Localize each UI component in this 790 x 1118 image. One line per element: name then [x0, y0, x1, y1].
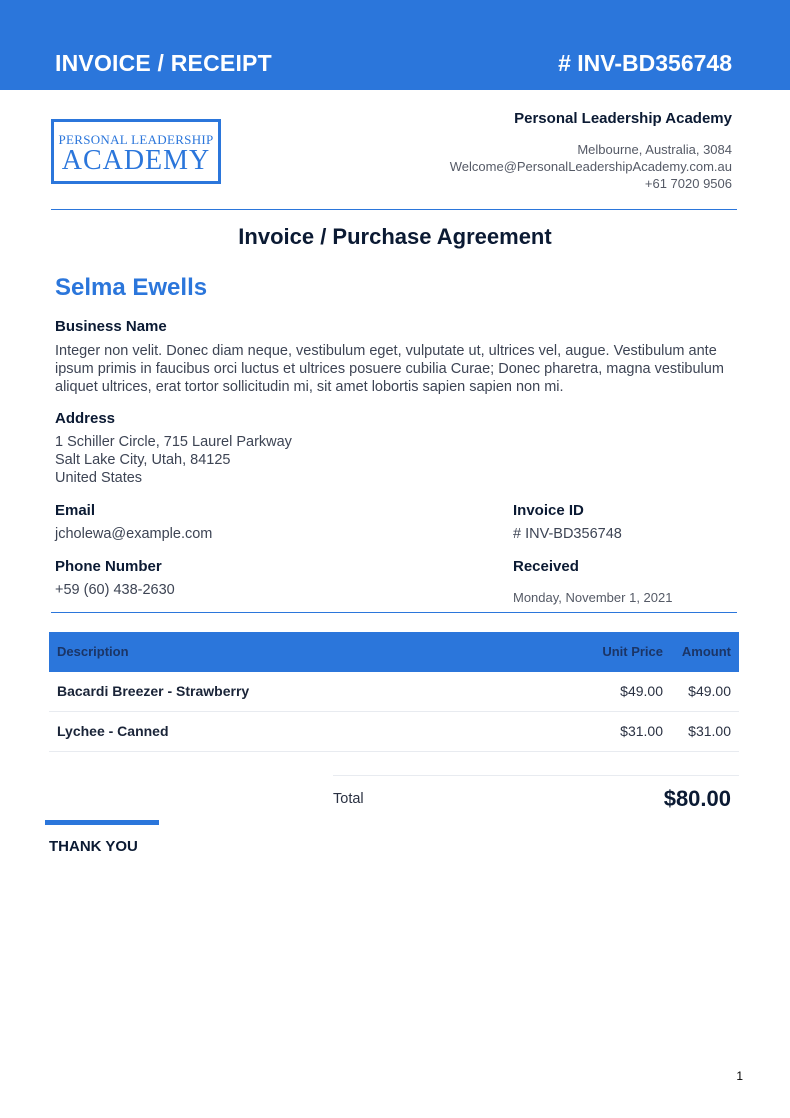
- table-row: [49, 712, 739, 752]
- received-label: Received: [513, 558, 579, 575]
- company-logo: [51, 119, 221, 184]
- header-invoice-number: # INV-BD356748: [558, 50, 732, 76]
- address-label: Address: [55, 410, 116, 427]
- company-name: Personal Leadership Academy: [514, 110, 732, 127]
- business-name-label: Business Name: [55, 318, 167, 335]
- total-divider: [333, 775, 739, 776]
- item-unit-price: $49.00: [620, 683, 663, 699]
- client-phone: +59 (60) 438-2630: [55, 582, 175, 598]
- business-description: [55, 342, 745, 396]
- details-divider: [51, 612, 737, 613]
- company-email: Welcome@PersonalLeadershipAcademy.com.au: [449, 159, 732, 174]
- column-header-description: Description: [57, 644, 129, 659]
- phone-label: Phone Number: [55, 558, 162, 575]
- page-number: 1: [736, 1069, 743, 1083]
- invoice-id-label: Invoice ID: [513, 502, 584, 519]
- table-header: [49, 632, 739, 672]
- document-type-title: INVOICE / RECEIPT: [55, 50, 272, 76]
- business-description-line: ipsum primis in faucibus orci luctus et ultrices posuere cubilia Curae; Donec pharetra, magna vestibulum: [55, 361, 724, 377]
- email-label: Email: [55, 502, 96, 519]
- company-phone: +61 7020 9506: [644, 176, 732, 191]
- item-description: Bacardi Breezer - Strawberry: [57, 683, 250, 699]
- client-email: jcholewa@example.com: [55, 526, 213, 542]
- address-line: 1 Schiller Circle, 715 Laurel Parkway: [55, 434, 292, 450]
- page-title: Invoice / Purchase Agreement: [238, 224, 552, 249]
- received-date: Monday, November 1, 2021: [513, 590, 673, 605]
- address-line: United States: [55, 470, 143, 486]
- business-description-line: aliquet ultrices, erat tortor sollicitudin mi, sit amet lobortis sapien sapien non mi.: [55, 379, 564, 395]
- logo-line-2: ACADEMY: [61, 145, 211, 176]
- table-row: [49, 672, 739, 712]
- header-bar: [0, 0, 790, 90]
- item-amount: $31.00: [688, 723, 731, 739]
- company-address: Melbourne, Australia, 3084: [577, 142, 732, 157]
- client-name: Selma Ewells: [55, 274, 208, 301]
- item-description: Lychee - Canned: [57, 723, 169, 739]
- thank-you-accent-bar: [45, 820, 159, 825]
- item-amount: $49.00: [688, 683, 731, 699]
- address-line: Salt Lake City, Utah, 84125: [55, 452, 231, 468]
- client-address: [55, 433, 292, 487]
- item-unit-price: $31.00: [620, 723, 663, 739]
- thank-you-text: THANK YOU: [49, 838, 138, 855]
- column-header-unit-price: Unit Price: [602, 644, 663, 659]
- header-divider: [51, 209, 737, 210]
- line-items-table: [49, 632, 739, 752]
- logo-line-1: PERSONAL LEADERSHIP: [58, 132, 214, 147]
- company-info: [450, 110, 732, 192]
- invoice-id-value: # INV-BD356748: [513, 526, 622, 542]
- column-header-amount: Amount: [681, 644, 731, 659]
- business-description-line: Integer non velit. Donec diam neque, vestibulum eget, vulputate ut, ultrices vel, augue. Vestibulum ante: [55, 343, 717, 359]
- total-label: Total: [333, 791, 364, 807]
- total-amount: $80.00: [663, 786, 731, 811]
